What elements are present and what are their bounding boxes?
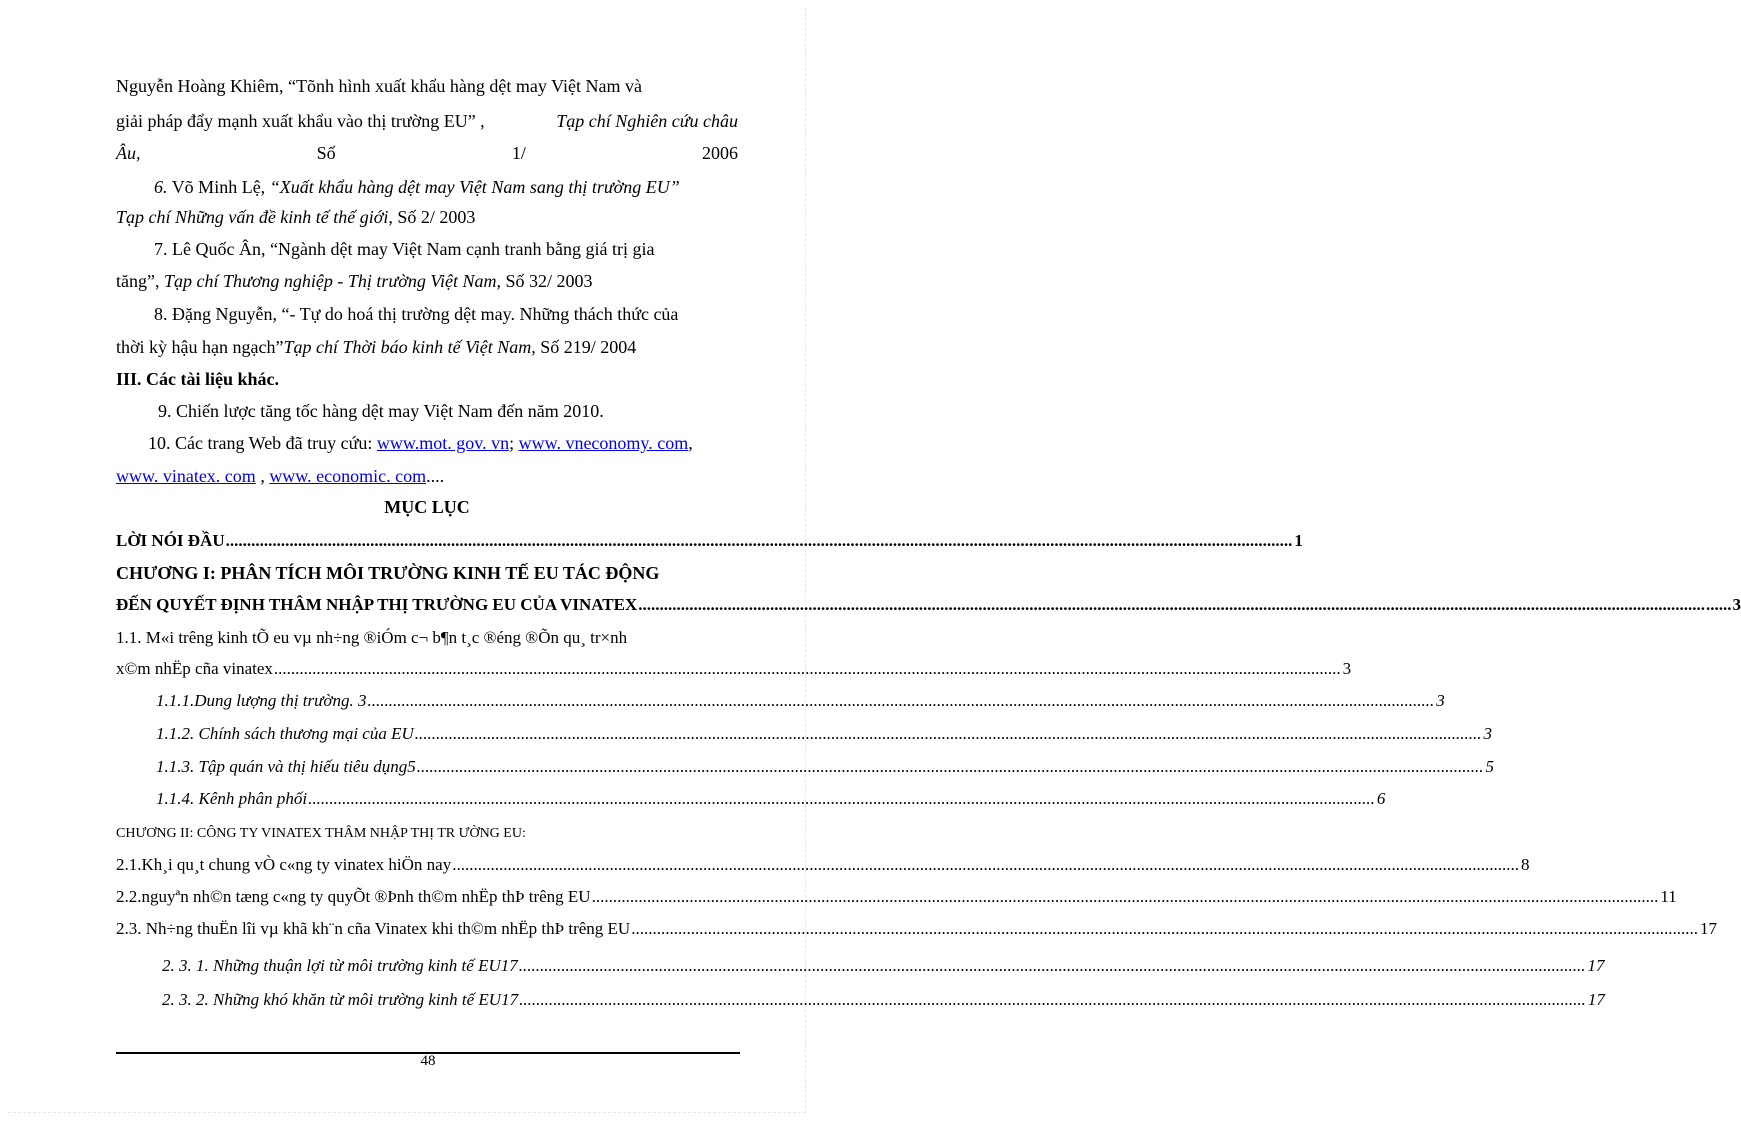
toc-section-2-1[interactable]: [116, 854, 1530, 876]
toc-label: 2. 3. 1. Những thuận lợi từ môi trường kinh tế EU17: [162, 956, 518, 975]
ref8-line1: [154, 303, 738, 325]
toc-leader: [273, 658, 1342, 680]
ref8-issue: Số 219/ 2004: [540, 337, 637, 357]
ref5-title-end: giải pháp đẩy mạnh xuất khẩu vào thị trường EU” ,: [116, 111, 485, 131]
toc-leader: [416, 756, 1485, 778]
toc-preface[interactable]: [116, 530, 1303, 552]
ref7-line1: [154, 238, 738, 260]
toc-label: x©m nhËp cña vinatex: [116, 659, 273, 678]
ref8-line2: [116, 336, 738, 358]
link-tail: ....: [426, 466, 445, 486]
link-vinatex[interactable]: www. vinatex. com: [116, 466, 256, 486]
toc-section-1-1-1[interactable]: [156, 690, 1445, 712]
toc-label: LỜI NÓI ĐẦU: [116, 531, 225, 550]
ref5-line2: [116, 110, 738, 132]
toc-page: 17: [1587, 956, 1605, 975]
toc-leader: [366, 690, 1435, 712]
toc-leader: [518, 989, 1587, 1011]
toc-leader: [518, 955, 1587, 977]
toc-chapter2[interactable]: [116, 823, 740, 845]
toc-page: 11: [1660, 887, 1677, 906]
page-number: 48: [420, 1053, 436, 1069]
page-border: [8, 8, 806, 1113]
toc-section-1-1-line1[interactable]: [116, 627, 740, 649]
link-separator: ;: [509, 433, 515, 453]
ref7-text: 7. Lê Quốc Ân, “Ngành dệt may Việt Nam cạnh tranh bằng giá trị gia: [154, 239, 655, 259]
ref8-text: 8. Đặng Nguyễn, “- Tự do hoá thị trường dệt may. Những thách thức của: [154, 304, 679, 324]
ref5-line3: [116, 142, 738, 164]
toc-leader: [414, 723, 1483, 745]
toc-label: 1.1. M«i trêng kinh tÕ eu vµ nh÷ng ®iÓm c¬ b¶n t¸c ®éng ®Õn qu¸ tr×nh: [116, 628, 628, 647]
link-separator: ,: [255, 466, 265, 486]
toc-label: 1.1.3. Tập quán và thị hiếu tiêu dụng5: [156, 757, 416, 776]
ref6-issue: Số 2/ 2003: [397, 207, 476, 227]
toc-section-2-3[interactable]: [116, 918, 1717, 940]
toc-section-1-1-2[interactable]: [156, 723, 1492, 745]
toc-page: 3: [1342, 659, 1352, 678]
ref8-title-end: thời kỳ hậu hạn ngạch”: [116, 337, 284, 357]
toc-section-2-3-1[interactable]: [162, 955, 1605, 977]
link-vneconomy[interactable]: www. vneconomy. com: [518, 433, 689, 453]
ref6-title: “Xuất khẩu hàng dệt may Việt Nam sang thị trường EU”: [269, 177, 680, 197]
toc-label: 2.1.Kh¸i qu¸t chung vÒ c«ng ty vinatex hiÖn nay: [116, 855, 452, 874]
toc-label: 2.2.nguyªn nh©n tæng c«ng ty quyÕt ®Þnh th©m nhËp thÞ trêng EU: [116, 887, 591, 906]
toc-page: 8: [1520, 855, 1530, 874]
ref5-year: 2006: [702, 143, 738, 163]
ref5-issue-number: 1/: [511, 143, 526, 163]
ref5-journal-end: Âu,: [116, 143, 141, 163]
toc-label: ĐẾN QUYẾT ĐỊNH THÂM NHẬP THỊ TRƯỜNG EU CỦA VINATEX: [116, 595, 638, 614]
toc-section-1-1-3[interactable]: [156, 756, 1494, 778]
ref6-number: 6.: [154, 177, 168, 197]
ref6-line2: [116, 206, 738, 228]
ref10-line2: [116, 465, 738, 487]
toc-label: CHƯƠNG I: PHÂN TÍCH MÔI TRƯỜNG KINH TẾ EU TÁC ĐỘNG: [116, 563, 660, 583]
section3-heading: III. Các tài liệu khác.: [116, 369, 280, 389]
toc-section-1-1-line2[interactable]: [116, 658, 1352, 680]
ref7-line2: [116, 270, 738, 292]
toc-page: 1: [1294, 531, 1303, 550]
ref6-author: Võ Minh Lệ,: [171, 177, 266, 197]
toc-page: 17: [1587, 990, 1605, 1009]
toc-section-1-1-4[interactable]: [156, 788, 1386, 810]
ref8-journal: Tạp chí Thời báo kinh tế Việt Nam,: [283, 337, 536, 357]
toc-section-2-2[interactable]: [116, 886, 1677, 908]
ref5-journal: Tạp chí Nghiên cứu châu: [556, 111, 738, 131]
link-economic[interactable]: www. economic. com: [269, 466, 427, 486]
toc-section-2-3-2[interactable]: [162, 989, 1605, 1011]
toc-leader: [225, 530, 1294, 552]
toc-page: 17: [1699, 919, 1717, 938]
toc-leader: [591, 886, 1660, 908]
ref9: 9. Chiến lược tăng tốc hàng dệt may Việt Nam đến năm 2010.: [158, 401, 604, 421]
toc-chapter1-line1[interactable]: [116, 562, 740, 584]
toc-page: 6: [1376, 789, 1386, 808]
toc-leader: [307, 788, 1376, 810]
toc-label: 1.1.4. Kênh phân phối: [156, 789, 308, 808]
toc-title: MỤC LỤC: [384, 497, 470, 517]
toc-label: 2.3. Nh÷ng thuËn lîi vµ khã kh¨n cña Vinatex khi th©m nhËp thÞ trêng EU: [116, 919, 631, 938]
toc-label: CHƯƠNG II: CÔNG TY VINATEX THÂM NHẬP THỊ TR ƯỜNG EU:: [116, 826, 526, 841]
toc-leader: [451, 854, 1520, 876]
toc-page: 3: [1436, 691, 1445, 710]
ref7-title-end: tăng”,: [116, 271, 160, 291]
ref7-journal: Tạp chí Thương nghiệp - Thị trường Việt Nam,: [163, 271, 502, 291]
link-separator: ,: [688, 433, 693, 453]
ref10-prefix: 10. Các trang Web đã truy cứu:: [148, 433, 373, 453]
toc-label: 1.1.1.Dung lượng thị trường. 3: [156, 691, 367, 710]
ref6-journal: Tạp chí Những vấn đề kinh tế thế giới,: [116, 207, 393, 227]
toc-page: 3: [1732, 595, 1741, 614]
toc-leader-short: ......: [1706, 595, 1732, 614]
toc-chapter1-line2[interactable]: [116, 594, 1741, 616]
toc-label: 2. 3. 2. Những khó khăn từ môi trường kinh tế EU17: [162, 990, 519, 1009]
toc-leader: [630, 918, 1699, 940]
toc-page: 5: [1485, 757, 1494, 776]
ref7-issue: Số 32/ 2003: [505, 271, 593, 291]
ref6-line1: [154, 176, 738, 198]
ref10-line1: [148, 432, 738, 454]
ref5-issue-label: Số: [316, 143, 336, 163]
toc-leader: [637, 594, 1706, 616]
toc-label: 1.1.2. Chính sách thương mại của EU: [156, 724, 414, 743]
link-mot[interactable]: www.mot. gov. vn: [376, 433, 510, 453]
ref5-line1: [116, 75, 738, 97]
toc-page: 3: [1483, 724, 1492, 743]
ref5-text: Nguyễn Hoàng Khiêm, “Tõnh hình xuất khẩu hàng dệt may Việt Nam và: [116, 76, 642, 96]
